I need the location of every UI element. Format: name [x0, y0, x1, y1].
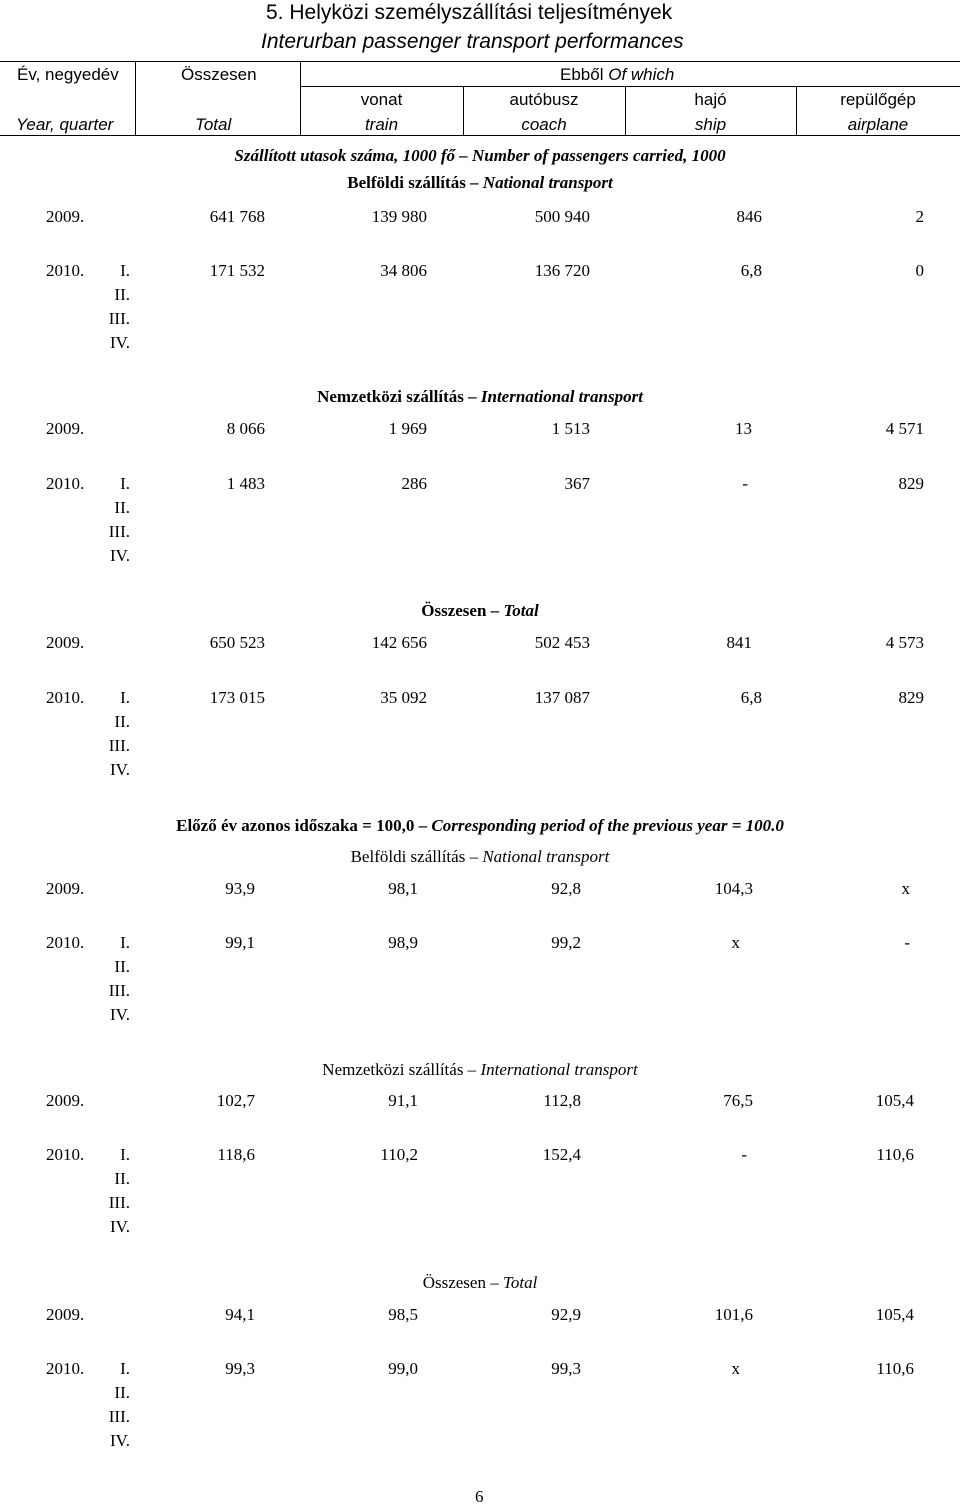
cell-ship: 13: [735, 419, 752, 438]
cell-coach: 136 720: [534, 261, 590, 280]
cell-total: 102,7: [216, 1091, 255, 1110]
cell-train: 98,1: [388, 879, 418, 898]
cell-coach: 152,4: [542, 1145, 581, 1164]
cell-coach: 112,8: [543, 1091, 581, 1110]
cell-total: 99,1: [225, 933, 255, 952]
cell-train: 110,2: [380, 1145, 418, 1164]
row-quarter: III.: [108, 736, 130, 755]
cell-coach: 502 453: [534, 633, 590, 652]
cell-train: 34 806: [380, 261, 427, 280]
row-year: 2009.: [46, 207, 85, 226]
subsection-heading: Nemzetközi szállítás – International transport: [317, 387, 643, 406]
cell-airplane: x: [901, 879, 910, 898]
header-year-en: Year, quarter: [16, 115, 114, 134]
cell-total: 173 015: [209, 688, 265, 707]
header-total-en: Total: [195, 115, 232, 134]
header-ship-hu: hajó: [694, 90, 727, 109]
cell-airplane: 4 571: [885, 419, 924, 438]
row-quarter: IV.: [110, 1005, 130, 1024]
row-quarter: I.: [120, 261, 130, 280]
cell-ship: 6,8: [740, 261, 762, 280]
header-bottom-rule: [0, 135, 960, 136]
row-quarter: III.: [108, 522, 130, 541]
row-quarter: IV.: [110, 333, 130, 352]
page-subtitle: Interurban passenger transport performances: [261, 30, 684, 53]
cell-total: 118,6: [217, 1145, 255, 1164]
cell-total: 641 768: [209, 207, 265, 226]
cell-ship: 76,5: [723, 1091, 753, 1110]
cell-coach: 92,9: [551, 1305, 581, 1324]
header-coach-hu: autóbusz: [509, 90, 579, 109]
cell-train: 142 656: [371, 633, 427, 652]
cell-train: 35 092: [380, 688, 427, 707]
cell-ship: -: [742, 474, 748, 493]
col-divider: [135, 62, 136, 135]
row-quarter: IV.: [110, 546, 130, 565]
cell-train: 91,1: [388, 1091, 418, 1110]
header-coach-en: coach: [521, 115, 567, 134]
header-of-which: [560, 66, 674, 83]
row-quarter: I.: [120, 474, 130, 493]
row-quarter: I.: [120, 1359, 130, 1378]
row-year: 2009.: [46, 633, 85, 652]
cell-ship: 104,3: [714, 879, 753, 898]
cell-ship: 846: [736, 207, 762, 226]
cell-train: 98,5: [388, 1305, 418, 1324]
subsection-heading: Nemzetközi szállítás – International transport: [322, 1060, 638, 1079]
cell-airplane: 2: [915, 207, 924, 226]
cell-total: 171 532: [209, 261, 265, 280]
header-train-hu: vonat: [360, 90, 403, 109]
row-quarter: III.: [108, 1193, 130, 1212]
cell-coach: 99,2: [551, 933, 581, 952]
row-quarter: IV.: [110, 760, 130, 779]
cell-ship: 101,6: [714, 1305, 753, 1324]
cell-train: 99,0: [388, 1359, 418, 1378]
cell-airplane: 110,6: [876, 1359, 914, 1378]
cell-airplane: 110,6: [876, 1145, 914, 1164]
header-total-hu: Összesen: [181, 65, 257, 84]
row-quarter: II.: [114, 498, 130, 517]
cell-total: 650 523: [209, 633, 265, 652]
section-heading: Szállított utasok száma, 1000 fő – Number of passengers carried, 1000: [234, 146, 726, 165]
cell-train: 139 980: [371, 207, 427, 226]
row-quarter: IV.: [110, 1431, 130, 1450]
cell-total: 93,9: [225, 879, 255, 898]
row-year: 2009.: [46, 879, 85, 898]
header-airplane-hu: repülőgép: [840, 90, 916, 109]
cell-airplane: 105,4: [875, 1305, 914, 1324]
cell-train: 1 969: [388, 419, 427, 438]
cell-coach: 1 513: [551, 419, 590, 438]
cell-coach: 99,3: [551, 1359, 581, 1378]
row-quarter: II.: [114, 957, 130, 976]
page-title: 5. Helyközi személyszállítási teljesítmények: [266, 1, 673, 24]
cell-airplane: 4 573: [885, 633, 924, 652]
row-quarter: I.: [120, 933, 130, 952]
cell-total: 94,1: [225, 1305, 255, 1324]
cell-airplane: 105,4: [875, 1091, 914, 1110]
cell-ship: x: [731, 1359, 740, 1378]
row-year: 2010.: [46, 688, 85, 707]
cell-train: 286: [401, 474, 427, 493]
header-of-which-hu: Ebből: [560, 65, 604, 84]
cell-ship: x: [731, 933, 740, 952]
row-quarter: III.: [108, 981, 130, 1000]
cell-coach: 137 087: [534, 688, 590, 707]
row-year: 2009.: [46, 1091, 85, 1110]
cell-train: 98,9: [388, 933, 418, 952]
cell-coach: 367: [564, 474, 590, 493]
row-year: 2010.: [46, 474, 85, 493]
page-number: 6: [475, 1487, 484, 1506]
header-top-rule: [0, 61, 960, 62]
row-quarter: III.: [108, 309, 130, 328]
row-year: 2010.: [46, 261, 85, 280]
header-train-en: train: [364, 115, 399, 134]
subsection-heading: Összesen – Total: [422, 1273, 538, 1292]
subsection-heading: Belföldi szállítás – National transport: [347, 173, 613, 192]
subsection-heading: Belföldi szállítás – National transport: [350, 847, 610, 866]
header-year-hu: Év, negyedév: [17, 65, 119, 84]
cell-total: 8 066: [226, 419, 265, 438]
row-quarter: IV.: [110, 1217, 130, 1236]
cell-coach: 92,8: [551, 879, 581, 898]
row-year: 2010.: [46, 1145, 85, 1164]
cell-airplane: -: [904, 933, 910, 952]
row-year: 2009.: [46, 1305, 85, 1324]
row-quarter: II.: [114, 285, 130, 304]
cell-airplane: 0: [915, 261, 924, 280]
row-quarter: II.: [114, 712, 130, 731]
section-heading: Előző év azonos időszaka = 100,0 – Corresponding period of the previous year = 100.0: [176, 816, 784, 835]
cell-ship: 6,8: [740, 688, 762, 707]
header-airplane-en: airplane: [847, 115, 909, 134]
subsection-heading: Összesen – Total: [421, 601, 539, 620]
header-ship-en: ship: [694, 115, 727, 134]
cell-ship: -: [741, 1145, 747, 1164]
row-quarter: I.: [120, 1145, 130, 1164]
row-year: 2009.: [46, 419, 85, 438]
row-quarter: III.: [108, 1407, 130, 1426]
row-quarter: II.: [114, 1169, 130, 1188]
row-year: 2010.: [46, 933, 85, 952]
cell-coach: 500 940: [534, 207, 590, 226]
row-quarter: II.: [114, 1383, 130, 1402]
cell-airplane: 829: [898, 474, 924, 493]
row-quarter: I.: [120, 688, 130, 707]
header-of-which-en: Of which: [608, 65, 675, 84]
row-year: 2010.: [46, 1359, 85, 1378]
cell-total: 99,3: [225, 1359, 255, 1378]
of-which-rule: [300, 86, 960, 87]
cell-ship: 841: [726, 633, 752, 652]
cell-total: 1 483: [226, 474, 265, 493]
cell-airplane: 829: [898, 688, 924, 707]
